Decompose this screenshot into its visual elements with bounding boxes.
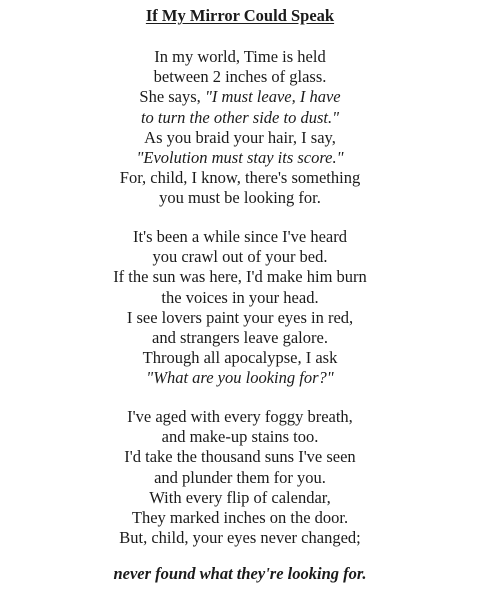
stanza-3-line-6: They marked inches on the door.: [131, 507, 349, 527]
stanza-3-line-3: I'd take the thousand suns I've seen: [124, 447, 356, 467]
stanza-1: [0, 47, 480, 209]
stanza-1-line-4: to turn the other side to dust.": [140, 107, 340, 127]
poem-title: If My Mirror Could Speak: [145, 6, 335, 25]
stanza-3: [0, 407, 480, 548]
stanza-1-line-3-quote: "I must leave, I have: [204, 87, 341, 107]
stanza-1-line-3: [0, 87, 480, 107]
stanza-2-line-8: "What are you looking for?": [146, 368, 334, 388]
stanza-2-line-5: I see lovers paint your eyes in red,: [126, 307, 354, 327]
stanza-3-line-5: With every flip of calendar,: [149, 487, 331, 507]
stanza-1-line-6: "Evolution must stay its score.": [136, 147, 344, 167]
stanza-2-line-3: If the sun was here, I'd make him burn: [113, 267, 367, 287]
stanza-3-line-7: But, child, your eyes never changed;: [119, 528, 361, 548]
stanza-1-line-3-prefix: She says,: [139, 87, 205, 107]
stanza-3-line-1: I've aged with every foggy breath,: [127, 407, 353, 426]
stanza-1-line-5: As you braid your hair, I say,: [144, 127, 336, 147]
stanza-1-line-7: For, child, I know, there's something: [119, 168, 361, 188]
stanza-1-line-8: you must be looking for.: [159, 188, 321, 208]
stanza-1-line-2: between 2 inches of glass.: [153, 67, 327, 87]
stanza-1-line-1: In my world, Time is held: [154, 47, 326, 66]
stanza-2-line-7: Through all apocalypse, I ask: [142, 348, 338, 368]
stanza-2-line-4: the voices in your head.: [161, 287, 319, 307]
stanza-2-line-2: you crawl out of your bed.: [152, 247, 328, 267]
stanza-3-line-2: and make-up stains too.: [161, 427, 319, 447]
stanza-2: [0, 227, 480, 389]
final-line: never found what they're looking for.: [113, 564, 367, 583]
stanza-2-line-6: and strangers leave galore.: [152, 327, 328, 347]
stanza-3-line-4: and plunder them for you.: [154, 467, 326, 487]
stanza-2-line-1: It's been a while since I've heard: [133, 227, 347, 246]
